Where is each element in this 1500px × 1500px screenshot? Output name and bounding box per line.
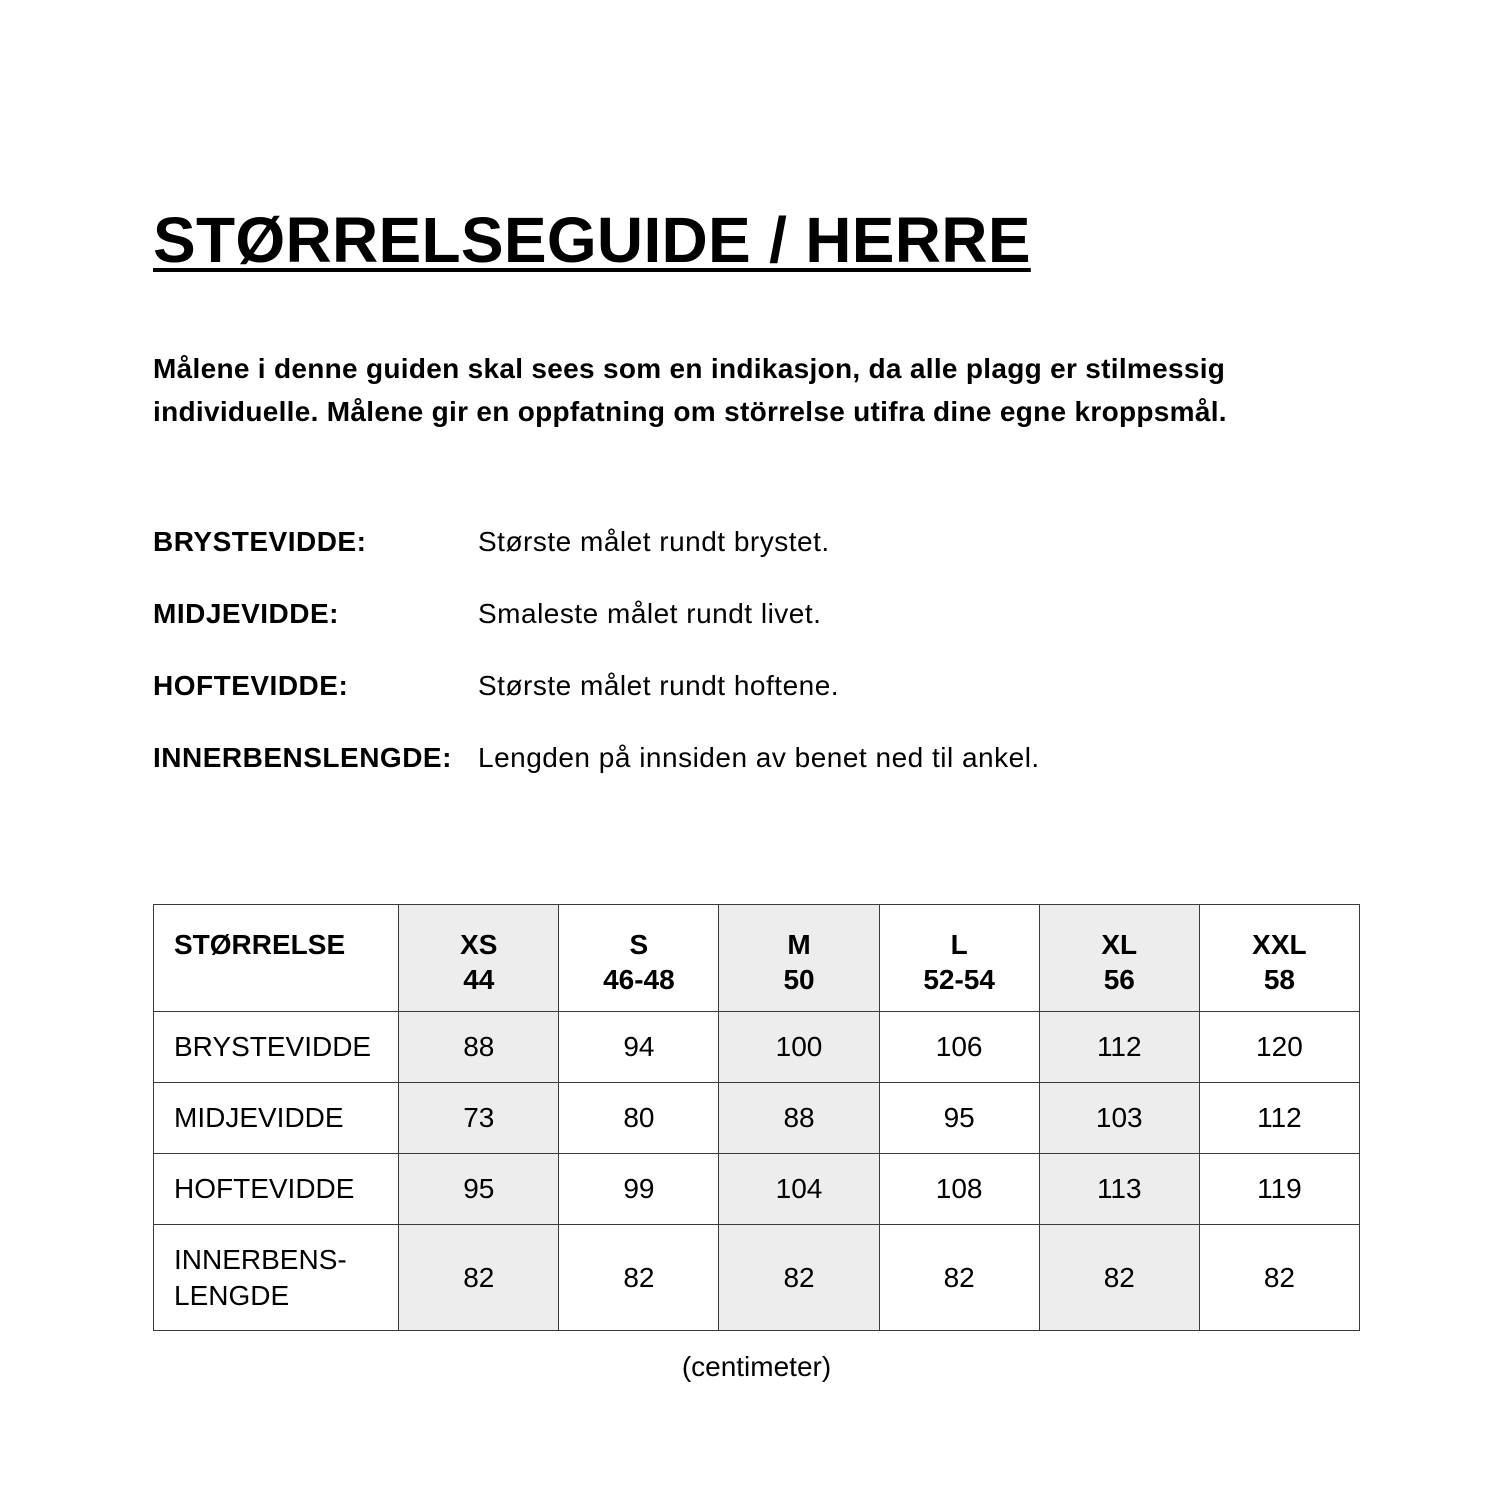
size-letter: L xyxy=(950,929,968,960)
definition-waist xyxy=(153,594,1353,666)
row-label xyxy=(154,1225,399,1331)
definition-term: MIDJEVIDDE: xyxy=(153,598,339,629)
size-letter: M xyxy=(787,929,811,960)
table-cell: 106 xyxy=(879,1012,1039,1083)
table-cell: 94 xyxy=(559,1012,719,1083)
size-number: 56 xyxy=(1103,964,1135,995)
definition-description: Største målet rundt hoftene. xyxy=(478,670,840,701)
definition-chest xyxy=(153,522,1353,594)
row-label: BRYSTEVIDDE xyxy=(154,1012,399,1083)
size-letter: XXL xyxy=(1252,929,1307,960)
table-row xyxy=(154,1083,1360,1154)
definitions-list xyxy=(153,522,1353,810)
table-cell: 88 xyxy=(719,1083,879,1154)
row-label: MIDJEVIDDE xyxy=(154,1083,399,1154)
table-cell: 82 xyxy=(1199,1225,1359,1331)
page-title: STØRRELSEGUIDE / HERRE xyxy=(153,204,1031,276)
table-cell: 103 xyxy=(1039,1083,1199,1154)
table-cell: 80 xyxy=(559,1083,719,1154)
table-cell: 82 xyxy=(719,1225,879,1331)
table-cell: 104 xyxy=(719,1154,879,1225)
table-cell: 112 xyxy=(1039,1012,1199,1083)
table-cell: 100 xyxy=(719,1012,879,1083)
table-cell: 99 xyxy=(559,1154,719,1225)
row-label-line-2: LENGDE xyxy=(174,1279,290,1311)
table-cell: 88 xyxy=(399,1012,559,1083)
header-size-xxl xyxy=(1199,905,1359,1012)
table-cell: 95 xyxy=(879,1083,1039,1154)
header-size-m xyxy=(719,905,879,1012)
table-cell: 82 xyxy=(879,1225,1039,1331)
definition-description: Lengden på innsiden av benet ned til ankel. xyxy=(478,742,1040,773)
table-cell: 108 xyxy=(879,1154,1039,1225)
definition-term: HOFTEVIDDE: xyxy=(153,670,349,701)
definition-description: Største målet rundt brystet. xyxy=(478,526,830,557)
size-number: 46-48 xyxy=(603,964,675,995)
size-letter: XL xyxy=(1101,929,1138,960)
size-table xyxy=(153,904,1360,1331)
table-cell: 120 xyxy=(1199,1012,1359,1083)
row-label-line-1: INNERBENS- xyxy=(174,1243,347,1275)
definition-hip xyxy=(153,666,1353,738)
definition-term: BRYSTEVIDDE: xyxy=(153,526,367,557)
size-letter: XS xyxy=(460,929,498,960)
row-label: HOFTEVIDDE xyxy=(154,1154,399,1225)
table-cell: 119 xyxy=(1199,1154,1359,1225)
header-size-xs xyxy=(399,905,559,1012)
table-row xyxy=(154,1225,1360,1331)
table-cell: 112 xyxy=(1199,1083,1359,1154)
size-number: 52-54 xyxy=(923,964,995,995)
table-cell: 73 xyxy=(399,1083,559,1154)
size-letter: S xyxy=(629,929,649,960)
header-size-xl xyxy=(1039,905,1199,1012)
intro-line-2: individuelle. Målene gir en oppfatning om störrelse utifra dine egne kroppsmål. xyxy=(153,396,1227,427)
intro-line-1: Målene i denne guiden skal sees som en indikasjon, da alle plagg er stilmessig xyxy=(153,353,1226,384)
size-number: 58 xyxy=(1263,964,1295,995)
definition-term: INNERBENSLENGDE: xyxy=(153,742,452,773)
table-cell: 95 xyxy=(399,1154,559,1225)
table-cell: 82 xyxy=(1039,1225,1199,1331)
header-size-s xyxy=(559,905,719,1012)
table-row xyxy=(154,1154,1360,1225)
header-size-label: STØRRELSE xyxy=(154,905,399,1012)
intro-text xyxy=(153,347,1353,433)
size-number: 44 xyxy=(463,964,495,995)
table-cell: 113 xyxy=(1039,1154,1199,1225)
definition-inseam xyxy=(153,738,1353,810)
table-header-row xyxy=(154,905,1360,1012)
table-row xyxy=(154,1012,1360,1083)
unit-note: (centimeter) xyxy=(681,1351,832,1382)
definition-description: Smaleste målet rundt livet. xyxy=(478,598,822,629)
header-size-l xyxy=(879,905,1039,1012)
size-number: 50 xyxy=(783,964,815,995)
table-cell: 82 xyxy=(399,1225,559,1331)
table-cell: 82 xyxy=(559,1225,719,1331)
